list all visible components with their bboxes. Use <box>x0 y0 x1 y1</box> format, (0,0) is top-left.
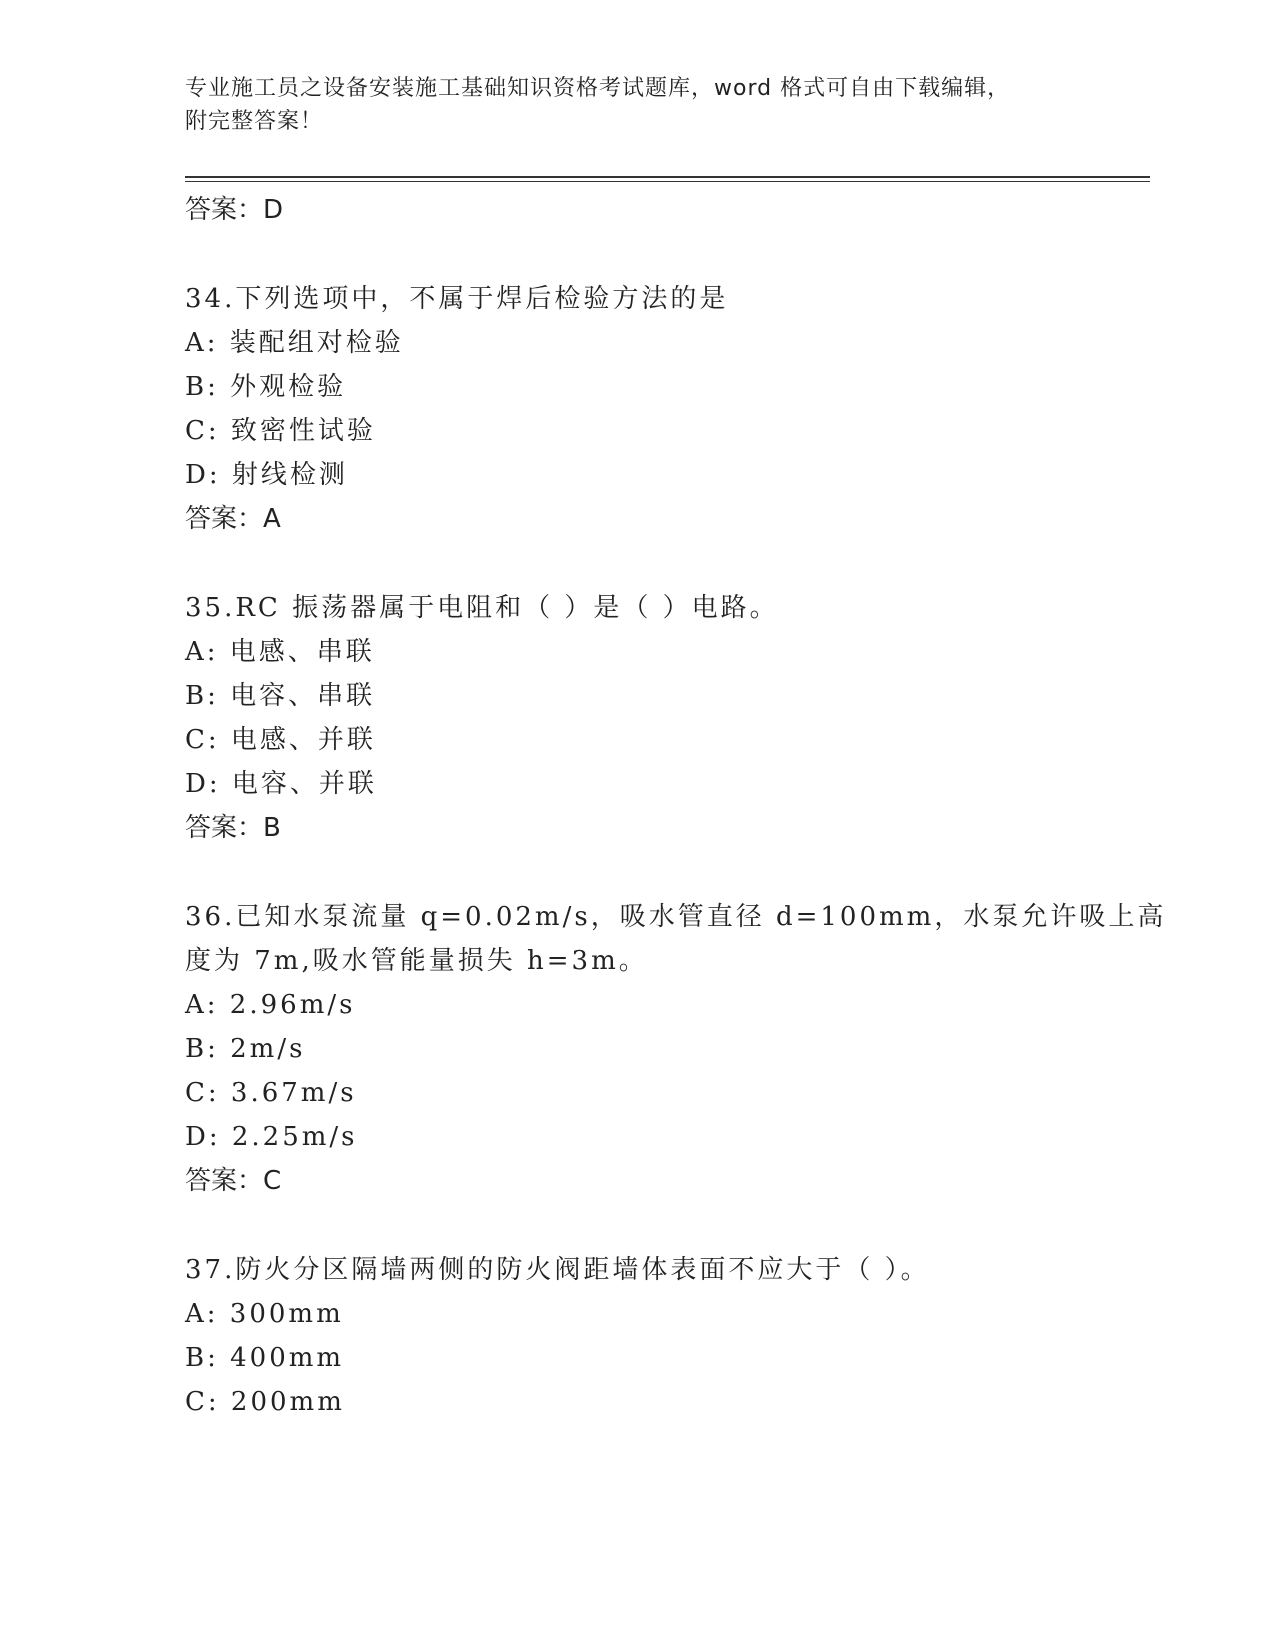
header-divider-thick <box>185 176 1150 178</box>
answer-q33: 答案：D <box>185 195 284 225</box>
question-35-option-b: B: 电容、串联 <box>185 681 376 711</box>
question-36-option-c: C: 3.67m/s <box>185 1078 357 1108</box>
answer-q36: 答案：C <box>185 1166 282 1196</box>
question-34-stem: 34.下列选项中，不属于焊后检验方法的是 <box>185 284 729 314</box>
header-divider-thin <box>185 181 1150 182</box>
question-36-stem-line-1: 36.已知水泵流量 q=0.02m/s，吸水管直径 d=100mm，水泵允许吸上高 <box>185 902 1167 932</box>
question-37-option-a: A: 300mm <box>185 1299 344 1329</box>
question-35-option-d: D: 电容、并联 <box>185 769 377 799</box>
answer-q34: 答案：A <box>185 504 281 534</box>
answer-q35: 答案：B <box>185 813 281 843</box>
question-36-stem-line-2: 度为 7m,吸水管能量损失 h=3m。 <box>185 946 648 976</box>
question-34-option-b: B: 外观检验 <box>185 372 347 402</box>
question-36-option-d: D: 2.25m/s <box>185 1122 358 1152</box>
question-34-option-a: A: 装配组对检验 <box>185 328 404 358</box>
document-header <box>185 72 1065 138</box>
question-36-option-a: A: 2.96m/s <box>185 990 356 1020</box>
question-35-option-c: C: 电感、并联 <box>185 725 376 755</box>
question-37-option-c: C: 200mm <box>185 1387 345 1417</box>
question-36-option-b: B: 2m/s <box>185 1034 306 1064</box>
header-line-2: 附完整答案！ <box>185 109 324 134</box>
header-line-1: 专业施工员之设备安装施工基础知识资格考试题库，word 格式可自由下载编辑， <box>185 76 1011 101</box>
question-37-stem: 37.防火分区隔墙两侧的防火阀距墙体表面不应大于（ ）。 <box>185 1255 930 1285</box>
question-37-option-b: B: 400mm <box>185 1343 345 1373</box>
question-34-option-c: C: 致密性试验 <box>185 416 376 446</box>
question-34-option-d: D: 射线检测 <box>185 460 348 490</box>
question-35-stem: 35.RC 振荡器属于电阻和（ ）是（ ）电路。 <box>185 593 779 623</box>
question-35-option-a: A: 电感、串联 <box>185 637 375 667</box>
